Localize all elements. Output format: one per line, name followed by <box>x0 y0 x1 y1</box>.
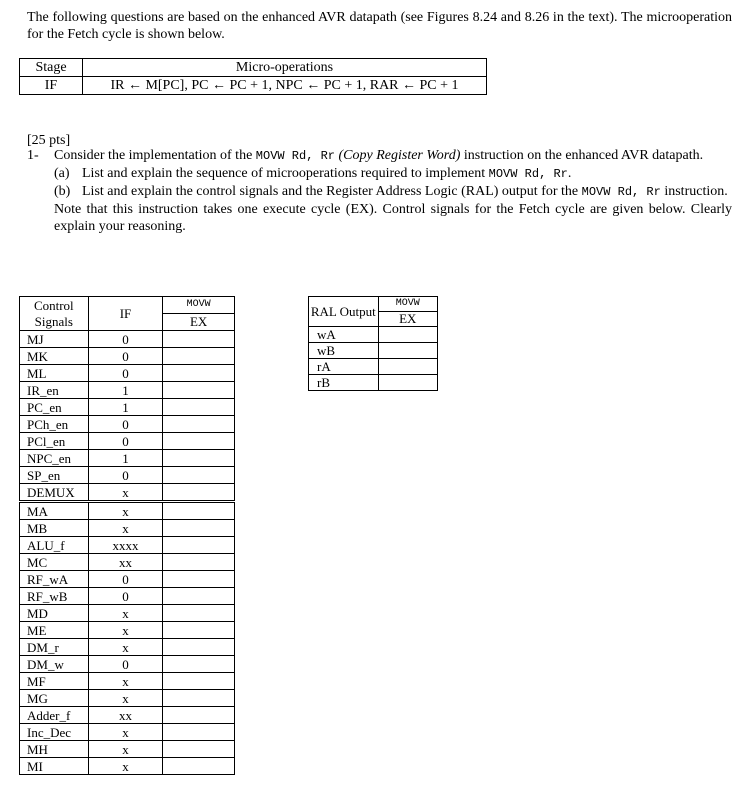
ral-output-name: rB <box>309 375 379 391</box>
signal-ex-answer-cell[interactable] <box>163 382 235 399</box>
movw-ex-header: MOVW EX <box>163 297 235 331</box>
signal-ex-answer-cell[interactable] <box>163 758 235 775</box>
signal-name: ME <box>20 622 89 639</box>
signal-ex-answer-cell[interactable] <box>163 724 235 741</box>
signal-name: MH <box>20 741 89 758</box>
control-signal-row <box>20 433 235 450</box>
signal-if-value: 1 <box>88 382 163 399</box>
ral-ex-answer-cell[interactable] <box>378 327 437 343</box>
control-signal-row <box>20 416 235 433</box>
signal-if-value: x <box>88 724 163 741</box>
ral-output-name: wA <box>309 327 379 343</box>
signal-ex-answer-cell[interactable] <box>163 348 235 365</box>
signal-if-value: x <box>88 502 163 520</box>
signal-if-value: 0 <box>88 416 163 433</box>
signal-name: IR_en <box>20 382 89 399</box>
signal-name: SP_en <box>20 467 89 484</box>
signal-ex-answer-cell[interactable] <box>163 416 235 433</box>
signal-ex-answer-cell[interactable] <box>163 588 235 605</box>
signal-if-value: x <box>88 605 163 622</box>
signal-if-value: 0 <box>88 656 163 673</box>
signal-name: PC_en <box>20 399 89 416</box>
ral-output-name: wB <box>309 343 379 359</box>
signal-ex-answer-cell[interactable] <box>163 537 235 554</box>
signal-if-value: x <box>88 690 163 707</box>
question-number: 1- <box>27 148 39 163</box>
control-signal-row <box>20 502 235 520</box>
fetch-microoperation-table <box>19 58 487 95</box>
signal-ex-answer-cell[interactable] <box>163 656 235 673</box>
signal-ex-answer-cell[interactable] <box>163 467 235 484</box>
signal-ex-answer-cell[interactable] <box>163 622 235 639</box>
signal-name: MB <box>20 520 89 537</box>
ral-ex-answer-cell[interactable] <box>378 359 437 375</box>
control-signal-row <box>20 741 235 758</box>
control-signal-row <box>20 690 235 707</box>
signal-if-value: x <box>88 484 163 502</box>
question-stem: Consider the implementation of the MOVW Rd, Rr (Copy Register Word) instruction on the enhanced AVR datapath. <box>54 148 704 163</box>
signal-if-value: xxxx <box>88 537 163 554</box>
signal-if-value: xx <box>88 707 163 724</box>
signal-name: RF_wA <box>20 571 89 588</box>
signal-name: NPC_en <box>20 450 89 467</box>
signal-if-value: x <box>88 673 163 690</box>
question-note: Note that this instruction takes one execute cycle (EX). Control signals for the Fetch cycle are given below. Clearly explain your reasoning. <box>54 202 732 234</box>
signal-name: DM_r <box>20 639 89 656</box>
signal-ex-answer-cell[interactable] <box>163 741 235 758</box>
control-signal-row <box>20 399 235 416</box>
signal-if-value: x <box>88 741 163 758</box>
ral-row <box>309 359 438 375</box>
ral-ex-answer-cell[interactable] <box>378 343 437 359</box>
ral-row <box>309 375 438 391</box>
signal-name: RF_wB <box>20 588 89 605</box>
if-header: IF <box>88 297 163 331</box>
control-signal-row <box>20 520 235 537</box>
signal-if-value: 0 <box>88 571 163 588</box>
intro-paragraph: The following questions are based on the enhanced AVR datapath (see Figures 8.24 and 8.26 in the text). The microoperation for the Fetch cycle is shown below. <box>27 10 732 42</box>
control-signal-row <box>20 724 235 741</box>
control-signal-row <box>20 588 235 605</box>
signal-ex-answer-cell[interactable] <box>163 502 235 520</box>
control-signals-table <box>19 296 235 775</box>
signal-name: MC <box>20 554 89 571</box>
signal-ex-answer-cell[interactable] <box>163 639 235 656</box>
ral-movw-ex-header: MOVW EX <box>378 297 437 327</box>
signal-if-value: 0 <box>88 588 163 605</box>
signal-if-value: 0 <box>88 467 163 484</box>
control-signals-header: Control Signals <box>20 297 89 331</box>
signal-ex-answer-cell[interactable] <box>163 365 235 382</box>
signal-name: MI <box>20 758 89 775</box>
control-signal-row <box>20 639 235 656</box>
signal-if-value: x <box>88 758 163 775</box>
signal-if-value: x <box>88 622 163 639</box>
control-signal-row <box>20 467 235 484</box>
signal-if-value: xx <box>88 554 163 571</box>
signal-if-value: 1 <box>88 399 163 416</box>
question-1 <box>27 147 732 235</box>
control-signal-row <box>20 348 235 365</box>
signal-ex-answer-cell[interactable] <box>163 554 235 571</box>
control-signal-row <box>20 673 235 690</box>
ral-ex-answer-cell[interactable] <box>378 375 437 391</box>
signal-name: MK <box>20 348 89 365</box>
signal-name: MA <box>20 502 89 520</box>
signal-ex-answer-cell[interactable] <box>163 571 235 588</box>
microoperations-header: Micro-operations <box>83 59 487 77</box>
control-signal-row <box>20 605 235 622</box>
signal-name: DEMUX <box>20 484 89 502</box>
signal-ex-answer-cell[interactable] <box>163 331 235 348</box>
control-signal-row <box>20 484 235 502</box>
signal-ex-answer-cell[interactable] <box>163 520 235 537</box>
ral-row <box>309 327 438 343</box>
microoperations-cell: IR ← M[PC], PC ← PC + 1, NPC ← PC + 1, RAR ← PC + 1 <box>83 77 487 95</box>
signal-if-value: 0 <box>88 433 163 450</box>
control-signal-row <box>20 571 235 588</box>
control-signal-row <box>20 707 235 724</box>
part-b: (b) List and explain the control signals and the Register Address Logic (RAL) output for the MOVW Rd, Rr instruction. <box>54 184 728 199</box>
signal-ex-answer-cell[interactable] <box>163 605 235 622</box>
control-signal-row <box>20 656 235 673</box>
signal-name: MD <box>20 605 89 622</box>
control-signal-row <box>20 365 235 382</box>
signal-name: MJ <box>20 331 89 348</box>
signal-name: DM_w <box>20 656 89 673</box>
control-signal-row <box>20 331 235 348</box>
control-signal-row <box>20 537 235 554</box>
control-signal-row <box>20 382 235 399</box>
stage-header: Stage <box>20 59 83 77</box>
signal-ex-answer-cell[interactable] <box>163 673 235 690</box>
signal-if-value: x <box>88 520 163 537</box>
control-signal-row <box>20 554 235 571</box>
stage-cell: IF <box>20 77 83 95</box>
ral-output-name: rA <box>309 359 379 375</box>
signal-ex-answer-cell[interactable] <box>163 450 235 467</box>
signal-name: ALU_f <box>20 537 89 554</box>
control-signal-row <box>20 450 235 467</box>
signal-if-value: 1 <box>88 450 163 467</box>
signal-ex-answer-cell[interactable] <box>163 484 235 502</box>
signal-ex-answer-cell[interactable] <box>163 690 235 707</box>
ral-output-header: RAL Output <box>309 297 379 327</box>
points-label: [25 pts] <box>27 133 71 148</box>
signal-name: PCh_en <box>20 416 89 433</box>
signal-if-value: 0 <box>88 331 163 348</box>
signal-ex-answer-cell[interactable] <box>163 707 235 724</box>
signal-if-value: 0 <box>88 348 163 365</box>
signal-name: MG <box>20 690 89 707</box>
signal-name: PCl_en <box>20 433 89 450</box>
signal-if-value: 0 <box>88 365 163 382</box>
signal-name: Adder_f <box>20 707 89 724</box>
signal-name: MF <box>20 673 89 690</box>
signal-name: Inc_Dec <box>20 724 89 741</box>
part-a: (a) List and explain the sequence of microoperations required to implement MOVW Rd, Rr. <box>54 166 572 181</box>
signal-ex-answer-cell[interactable] <box>163 433 235 450</box>
ral-row <box>309 343 438 359</box>
control-signal-row <box>20 622 235 639</box>
signal-ex-answer-cell[interactable] <box>163 399 235 416</box>
signal-name: ML <box>20 365 89 382</box>
signal-if-value: x <box>88 639 163 656</box>
control-signal-row <box>20 758 235 775</box>
ral-output-table <box>308 296 438 391</box>
instruction-code: MOVW Rd, Rr <box>255 149 336 163</box>
